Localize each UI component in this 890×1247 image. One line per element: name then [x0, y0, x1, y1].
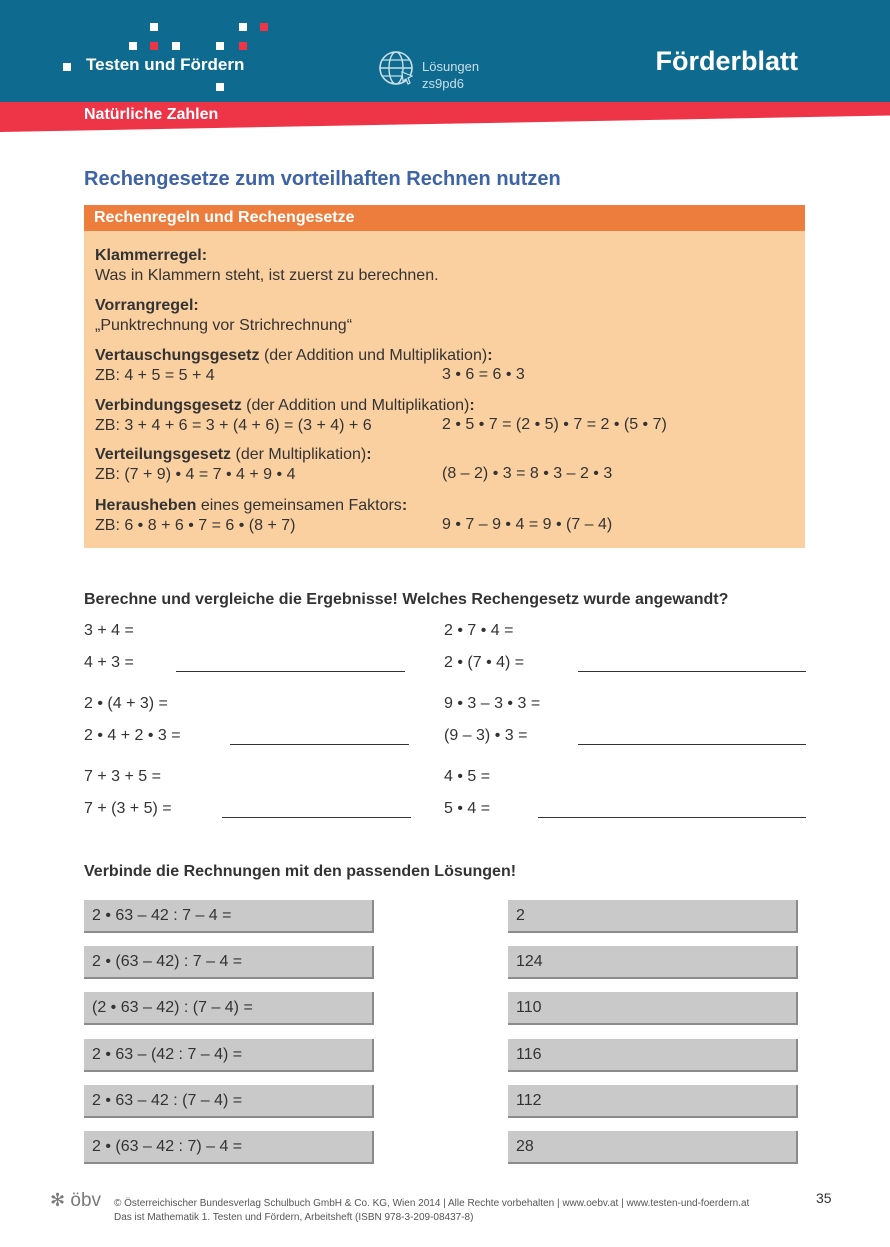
publisher-logo-text: öbv [70, 1190, 102, 1211]
task1-equation: 7 + (3 + 5) = [84, 800, 172, 817]
rule-name: Vorrangregel: [95, 297, 199, 314]
rule-verbindungsgesetz [95, 396, 475, 436]
rule-colon: : [401, 497, 408, 514]
rule-text: Was in Klammern steht, ist zuerst zu berechnen. [95, 267, 439, 284]
footer-line-2: Das ist Mathematik 1. Testen und Fördern, Arbeitsheft (ISBN 978-3-209-08437-8) [114, 1212, 474, 1223]
answer-line[interactable] [222, 817, 411, 818]
rule-name: Herausheben [95, 497, 197, 514]
rule-example-right: 2 • 5 • 7 = (2 • 5) • 7 = 2 • (5 • 7) [442, 416, 667, 433]
sheet-type-title: Förderblatt [655, 46, 798, 76]
rule-example-right: 3 • 6 = 6 • 3 [442, 366, 525, 383]
rule-example-left: ZB: 6 • 8 + 6 • 7 = 6 • (8 + 7) [95, 517, 296, 534]
rule-vorrangregel [95, 296, 352, 336]
rule-name: Verteilungsgesetz [95, 446, 232, 463]
rule-example-left: ZB: 4 + 5 = 5 + 4 [95, 367, 215, 384]
expression-box[interactable]: 2 • (63 – 42 : 7) – 4 = [84, 1131, 374, 1164]
header-bar [0, 0, 890, 102]
expression-box[interactable]: 2 • 63 – 42 : 7 – 4 = [84, 900, 374, 933]
rule-name: Verbindungsgesetz [95, 397, 242, 414]
task1-equation: 4 + 3 = [84, 654, 134, 671]
rule-example-right: (8 – 2) • 3 = 8 • 3 – 2 • 3 [442, 465, 613, 482]
rule-name: Klammerregel: [95, 247, 208, 264]
task2-instruction: Verbinde die Rechnungen mit den passenden Lösungen! [84, 863, 517, 880]
asterisk-icon: ✻ [50, 1190, 66, 1210]
rules-box [84, 205, 805, 548]
task1-equation: 5 • 4 = [444, 800, 491, 817]
rule-vertauschungsgesetz [95, 346, 493, 386]
expression-box[interactable]: (2 • 63 – 42) : (7 – 4) = [84, 992, 374, 1025]
task1-equation: (9 – 3) • 3 = [444, 727, 528, 744]
task1-equation: 4 • 5 = [444, 768, 491, 785]
page-number: 35 [816, 1190, 832, 1206]
answer-line[interactable] [176, 671, 405, 672]
rule-text: „Punktrechnung vor Strichrechnung“ [95, 317, 353, 334]
rule-name: Vertauschungsgesetz [95, 347, 260, 364]
rule-example-right: 9 • 7 – 9 • 4 = 9 • (7 – 4) [442, 516, 613, 533]
answer-line[interactable] [230, 744, 409, 745]
footer-copyright [114, 1197, 749, 1225]
expression-box[interactable]: 2 • (63 – 42) : 7 – 4 = [84, 946, 374, 979]
solution-box[interactable]: 112 [508, 1085, 798, 1118]
rule-klammerregel [95, 246, 439, 286]
expression-box[interactable]: 2 • 63 – 42 : (7 – 4) = [84, 1085, 374, 1118]
solutions-label: Lösungen [422, 59, 480, 74]
answer-line[interactable] [578, 671, 806, 672]
answer-line[interactable] [578, 744, 806, 745]
rules-box-title: Rechenregeln und Rechengesetze [84, 205, 805, 231]
expression-box[interactable]: 2 • 63 – (42 : 7 – 4) = [84, 1039, 374, 1072]
rule-verteilungsgesetz [95, 445, 372, 485]
rule-colon: : [366, 446, 372, 463]
rule-qualifier: (der Multiplikation) [231, 446, 367, 463]
answer-line[interactable] [538, 817, 806, 818]
solution-box[interactable]: 124 [508, 946, 798, 979]
rule-qualifier: eines gemeinsamen Faktors [196, 497, 402, 514]
rule-example-left: ZB: (7 + 9) • 4 = 7 • 4 + 9 • 4 [95, 466, 296, 483]
rule-example-left: ZB: 3 + 4 + 6 = 3 + (4 + 6) = (3 + 4) + 6 [95, 417, 372, 434]
globe-icon [378, 50, 414, 86]
subject-label: Natürliche Zahlen [84, 106, 219, 123]
task1-equation: 7 + 3 + 5 = [84, 768, 161, 785]
publisher-logo [50, 1190, 101, 1212]
task1-equation: 2 • 4 + 2 • 3 = [84, 727, 181, 744]
footer-line-1: © Österreichischer Bundesverlag Schulbuch GmbH & Co. KG, Wien 2014 | Alle Rechte vorbehalten | www.oebv.at | www.testen-und-foerdern.at [114, 1198, 750, 1209]
task1-equation: 2 • 7 • 4 = [444, 622, 514, 639]
task1-instruction: Berechne und vergleiche die Ergebnisse! Welches Rechengesetz wurde angewandt? [84, 591, 729, 608]
rule-colon: : [469, 397, 475, 414]
solutions-code: zs9pd6 [422, 76, 464, 91]
task1-equation: 2 • (4 + 3) = [84, 695, 168, 712]
rule-qualifier: (der Addition und Multiplikation) [259, 347, 488, 364]
solution-box[interactable]: 110 [508, 992, 798, 1025]
page-heading: Rechengesetze zum vorteilhaften Rechnen nutzen [84, 168, 561, 190]
solutions-link[interactable] [378, 50, 480, 91]
rule-qualifier: (der Addition und Multiplikation) [241, 397, 470, 414]
rule-colon: : [487, 347, 493, 364]
brand-name: Testen und Fördern [86, 55, 245, 74]
solution-box[interactable]: 116 [508, 1039, 798, 1072]
task1-equation: 3 + 4 = [84, 622, 134, 639]
solution-box[interactable]: 28 [508, 1131, 798, 1164]
rule-herausheben [95, 496, 407, 536]
task1-equation: 2 • (7 • 4) = [444, 654, 525, 671]
solution-box[interactable]: 2 [508, 900, 798, 933]
task1-equation: 9 • 3 – 3 • 3 = [444, 695, 541, 712]
